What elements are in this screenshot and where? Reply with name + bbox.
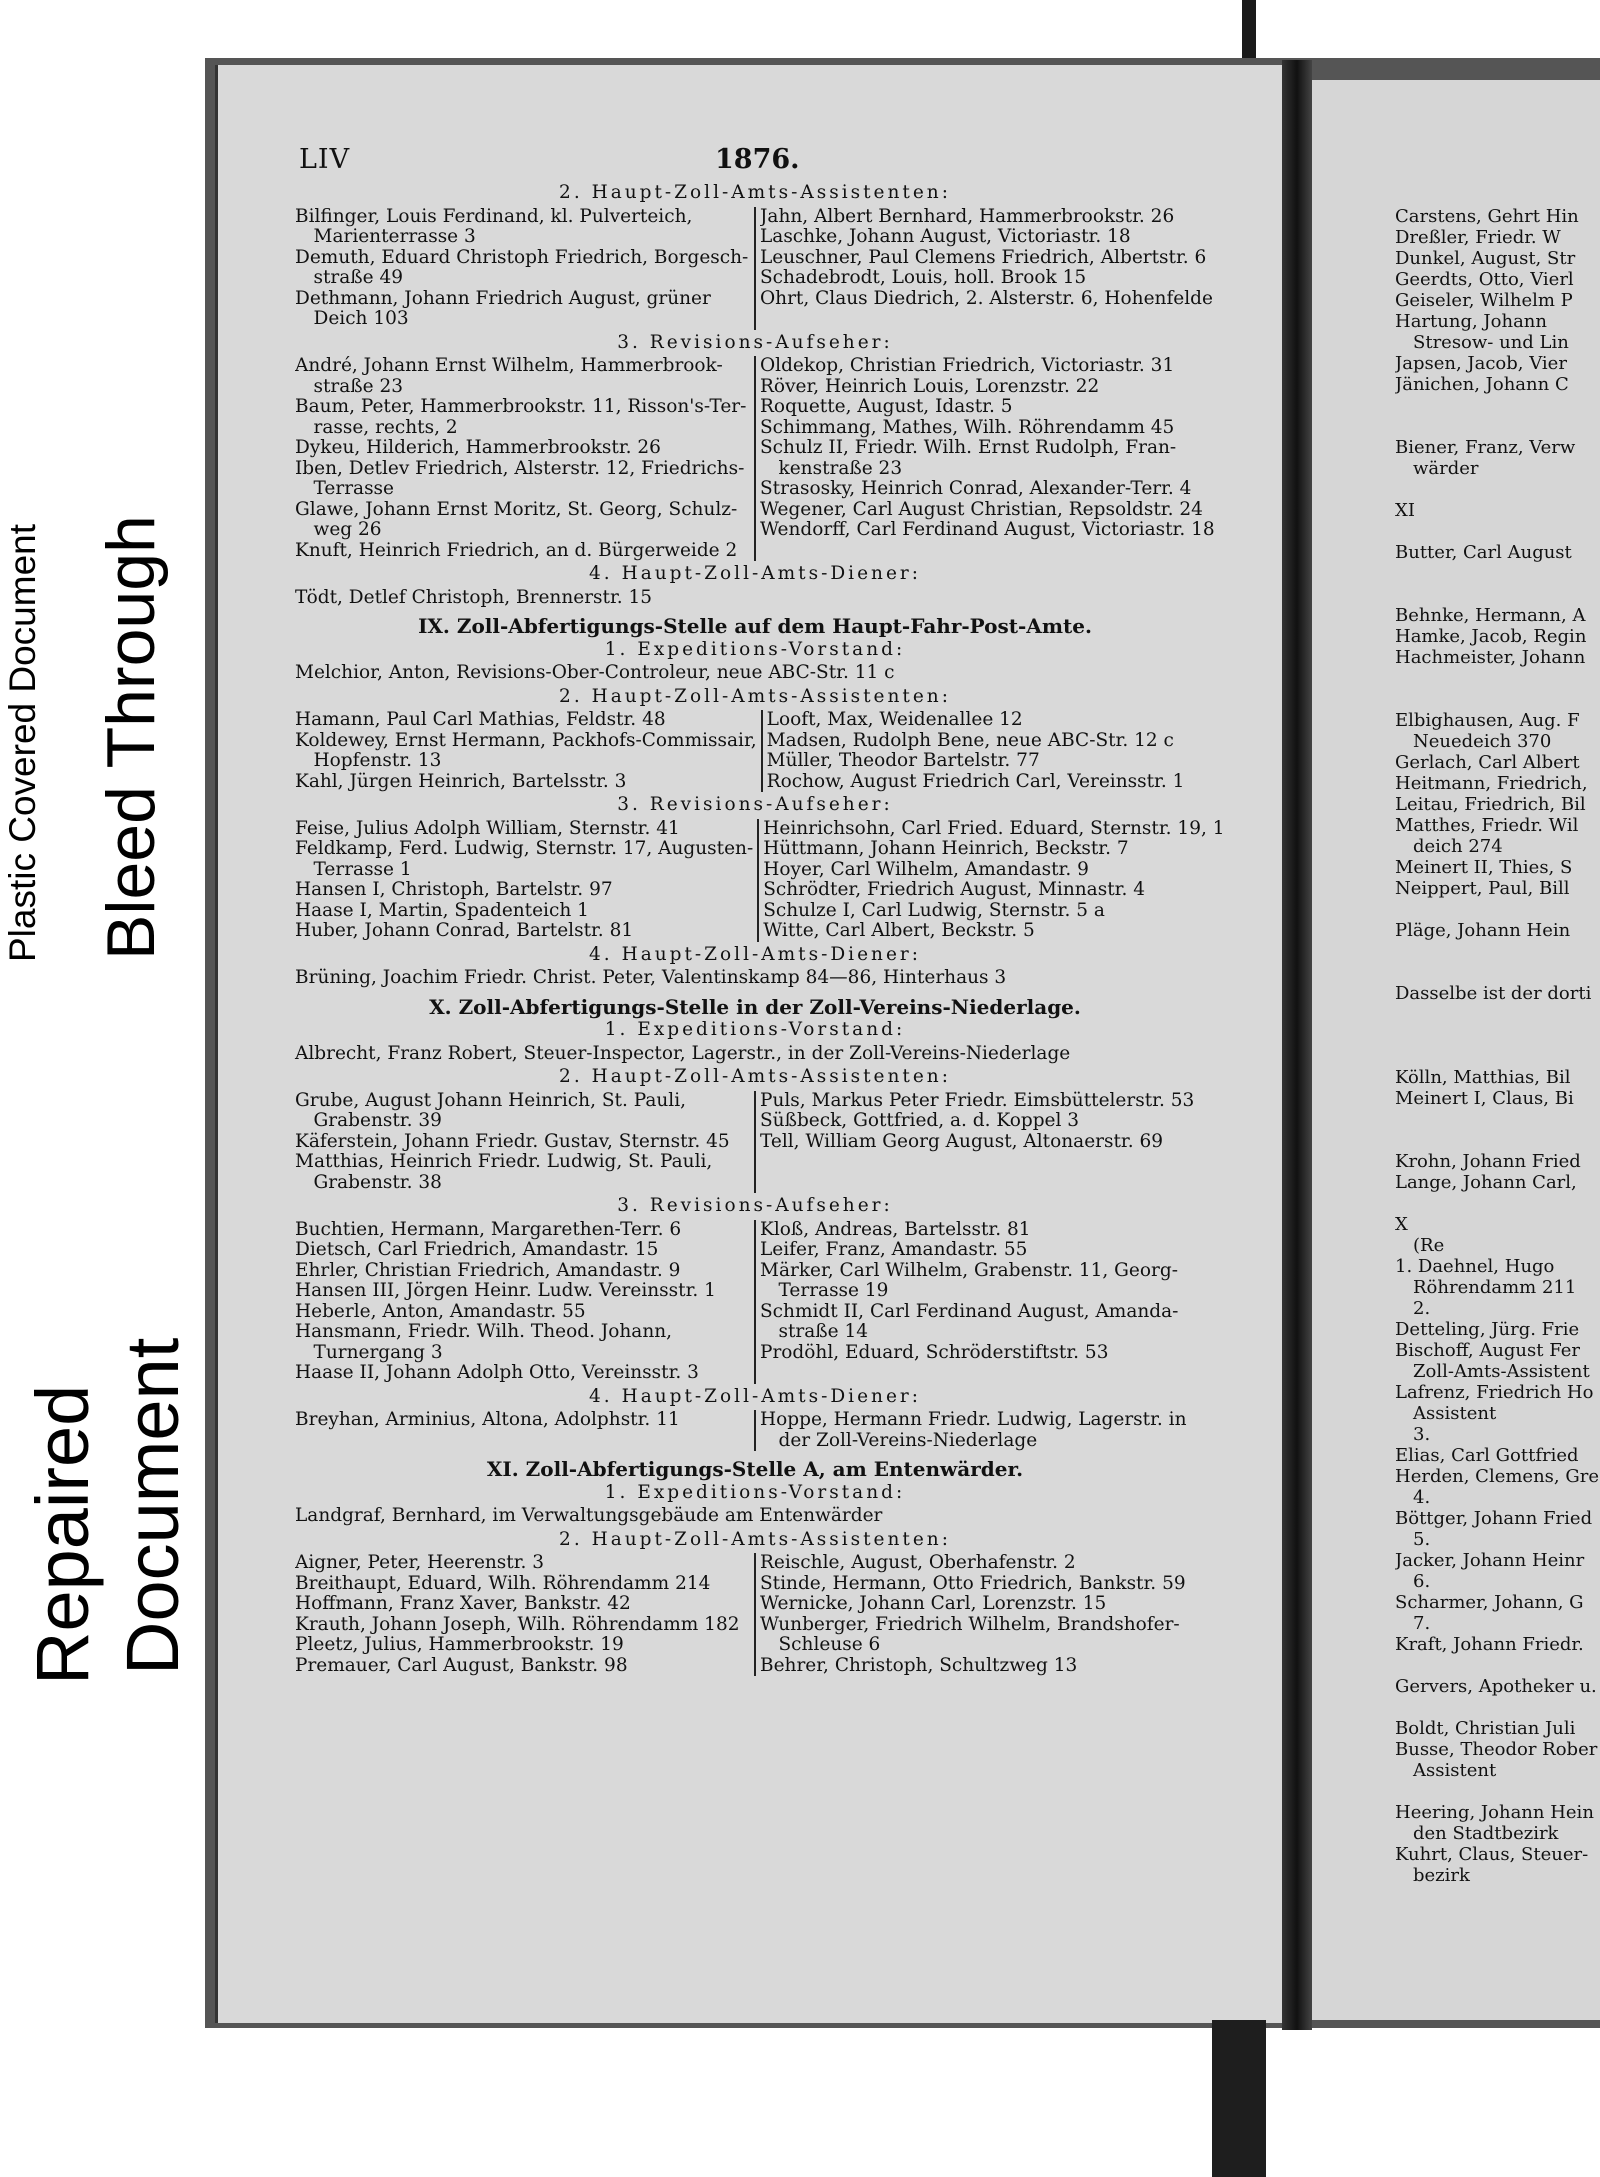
repaired-label: Repaired [21, 1384, 104, 1685]
right-page-line: Bischoff, August Fer [1395, 1340, 1580, 1361]
entry-line: Puls, Markus Peter Friedr. Eimsbüttelerstr. 53 [760, 1090, 1195, 1111]
entry-line: Hansen III, Jörgen Heinr. Ludw. Vereinsstr. 1 [295, 1281, 716, 1301]
entry-line: Huber, Johann Conrad, Bartelstr. 81 [295, 921, 634, 941]
right-page-line [1395, 563, 1600, 584]
right-page-line: Röhrendamm 211 [1395, 1277, 1577, 1298]
left-column [295, 356, 756, 561]
entry-line: Hoppe, Hermann Friedr. Ludwig, Lagerstr. in [760, 1410, 1187, 1430]
entry-line: Roquette, August, Idastr. 5 [760, 397, 1013, 417]
right-page-line: Pläge, Johann Hein [1395, 920, 1571, 941]
right-page-line: Neuedeich 370 [1395, 731, 1552, 752]
right-page-line: Kuhrt, Claus, Steuer- [1395, 1844, 1589, 1865]
right-page-line [1395, 941, 1600, 962]
entry-line: Behrer, Christoph, Schultzweg 13 [760, 1655, 1078, 1676]
entry-line: Ohrt, Claus Diedrich, 2. Alsterstr. 6, Hohenfelde [760, 288, 1213, 309]
right-page-line: wärder [1395, 458, 1479, 479]
right-page-line: X [1395, 1214, 1408, 1235]
entry-line: Haase I, Martin, Spadenteich 1 [295, 900, 589, 921]
right-page-line: Elbighausen, Aug. F [1395, 710, 1580, 731]
right-page-line: Gerlach, Carl Albert [1395, 752, 1580, 773]
right-page-line [1395, 416, 1600, 437]
two-column-list [295, 1553, 1215, 1676]
right-page-line [1395, 1025, 1600, 1046]
right-page-line [1395, 1109, 1600, 1130]
left-column [295, 1553, 756, 1676]
right-page-line: 7. [1395, 1613, 1431, 1634]
entry-line: Terrasse 19 [760, 1281, 889, 1301]
right-page-line [1395, 668, 1600, 689]
right-page-line [1395, 1697, 1600, 1718]
right-page-line [1395, 584, 1600, 605]
subsection-heading: 1. Expeditions-Vorstand: [604, 1481, 906, 1503]
two-column-list [295, 1220, 1215, 1384]
right-page-line: Geiseler, Wilhelm P [1395, 290, 1573, 311]
right-page-line: Gervers, Apotheker u. [1395, 1676, 1597, 1697]
entry-line: Märker, Carl Wilhelm, Grabenstr. 11, Georg- [760, 1260, 1178, 1281]
entry-line: Hamann, Paul Carl Mathias, Feldstr. 48 [295, 710, 666, 730]
entry-line: Breyhan, Arminius, Altona, Adolphstr. 11 [295, 1410, 680, 1430]
entry-line: Wendorff, Carl Ferdinand August, Victoriastr. 18 [760, 520, 1215, 540]
right-page-line: deich 274 [1395, 836, 1503, 857]
left-column [295, 710, 763, 792]
directory-content [295, 182, 1225, 1676]
subsection-heading: 1. Expeditions-Vorstand: [604, 638, 906, 660]
right-page-line [1395, 1655, 1600, 1676]
subsection-heading: 3. Revisions-Aufseher: [617, 794, 893, 815]
right-page-line [1395, 1004, 1600, 1025]
right-page-line: Dreßler, Friedr. W [1395, 227, 1561, 248]
right-page-line: Krohn, Johann Fried [1395, 1151, 1581, 1172]
entry-line: Laschke, Johann August, Victoriastr. 18 [760, 227, 1131, 247]
entry-line: straße 49 [295, 268, 404, 288]
entry-line: Grabenstr. 39 [295, 1111, 442, 1131]
right-page-line: 6. [1395, 1571, 1431, 1592]
entry-line: Strasosky, Heinrich Conrad, Alexander-Terr. 4 [760, 479, 1192, 499]
right-page-line: Heitmann, Friedrich, [1395, 773, 1588, 794]
right-page-line: Hamke, Jacob, Regin [1395, 626, 1587, 647]
right-page-line: Scharmer, Johann, G [1395, 1592, 1584, 1613]
right-page-line: Lange, Johann Carl, [1395, 1172, 1577, 1193]
right-page-line: Dasselbe ist der dorti [1395, 983, 1592, 1004]
entry-line: Koldewey, Ernst Hermann, Packhofs-Commissair, [295, 730, 757, 751]
entry-line: Deich 103 [295, 309, 409, 329]
right-page-line: Assistent [1395, 1403, 1497, 1424]
two-column-list [295, 207, 1215, 330]
right-page-line: Hachmeister, Johann [1395, 647, 1586, 668]
entry-line: Knuft, Heinrich Friedrich, an d. Bürgerweide 2 [295, 540, 738, 561]
entry-line: Müller, Theodor Bartelstr. 77 [766, 751, 1040, 771]
right-page-line: Busse, Theodor Rober [1395, 1739, 1598, 1760]
right-page-line [1395, 395, 1600, 416]
entry-line: Schleuse 6 [760, 1635, 881, 1655]
right-page-line [1395, 479, 1600, 500]
entry-line: Iben, Detlev Friedrich, Alsterstr. 12, Friedrichs- [295, 458, 745, 479]
right-page-line [1395, 1781, 1600, 1802]
entry-line: Röver, Heinrich Louis, Lorenzstr. 22 [760, 376, 1100, 397]
right-page-line [1395, 899, 1600, 920]
right-page-line: Zoll-Amts-Assistent [1395, 1361, 1590, 1382]
right-page-line [1395, 689, 1600, 710]
entry-line: Kahl, Jürgen Heinrich, Bartelsstr. 3 [295, 771, 627, 792]
entry-line: Käferstein, Johann Friedr. Gustav, Sternstr. 45 [295, 1131, 730, 1152]
entry-line: Grabenstr. 38 [295, 1172, 442, 1193]
entry-line: Breithaupt, Eduard, Wilh. Röhrendamm 214 [295, 1573, 711, 1594]
right-page-line [1395, 1130, 1600, 1151]
subsection-heading: 2. Haupt-Zoll-Amts-Assistenten: [559, 685, 951, 707]
binding-bottom [1212, 2020, 1266, 2177]
right-page-line: 1. Daehnel, Hugo [1395, 1256, 1555, 1277]
entry-line: Leuschner, Paul Clemens Friedrich, Albertstr. 6 [760, 247, 1207, 268]
section-heading: IX. Zoll-Abfertigungs-Stelle auf dem Haupt-Fahr-Post-Amte. [418, 614, 1092, 638]
entry-line: Brüning, Joachim Friedr. Christ. Peter, Valentinskamp 84—86, Hinterhaus 3 [295, 967, 1007, 988]
subsection-heading: 2. Haupt-Zoll-Amts-Assistenten: [559, 182, 951, 203]
entry-line: Haase II, Johann Adolph Otto, Vereinsstr. 3 [295, 1363, 699, 1383]
subsection-heading: 3. Revisions-Aufseher: [617, 331, 893, 353]
page-header [295, 144, 1215, 180]
entry-line: Premauer, Carl August, Bankstr. 98 [295, 1655, 628, 1676]
entry-line: Rochow, August Friedrich Carl, Vereinsstr. 1 [766, 771, 1185, 792]
left-page-text [295, 144, 1225, 1676]
right-page-line: Lafrenz, Friedrich Ho [1395, 1382, 1594, 1403]
two-column-list [295, 1091, 1215, 1194]
entry-line: Schadebrodt, Louis, holl. Brook 15 [760, 268, 1087, 288]
right-page-line: Detteling, Jürg. Frie [1395, 1319, 1580, 1340]
entry-line: André, Johann Ernst Wilhelm, Hammerbrook- [295, 356, 723, 376]
right-page-line: Butter, Carl August [1395, 542, 1572, 563]
right-page-line: Meinert I, Claus, Bi [1395, 1088, 1574, 1109]
entry-line: straße 23 [295, 376, 404, 397]
entry-line: Hoyer, Carl Wilhelm, Amandastr. 9 [763, 859, 1089, 880]
two-column-list [295, 1410, 1215, 1451]
right-page-line: Jacker, Johann Heinr [1395, 1550, 1585, 1571]
right-column [763, 710, 1215, 792]
entry-line: Tödt, Detlef Christoph, Brennerstr. 15 [295, 586, 653, 608]
entry-line: Süßbeck, Gottfried, a. d. Koppel 3 [760, 1111, 1080, 1131]
entry-line: der Zoll-Vereins-Niederlage [760, 1430, 1038, 1451]
entry-line: Turnergang 3 [295, 1342, 443, 1363]
entry-line: Hoffmann, Franz Xaver, Bankstr. 42 [295, 1594, 631, 1614]
right-page-line: Heering, Johann Hein [1395, 1802, 1594, 1823]
two-column-list [295, 818, 1225, 942]
right-column [756, 356, 1215, 561]
right-page-line: XI [1395, 500, 1415, 521]
right-page-line [1395, 962, 1600, 983]
bleed-through-label: Bleed Through [93, 515, 169, 960]
entry-line: Schimmang, Mathes, Wilh. Röhrendamm 45 [760, 417, 1175, 438]
entry-line: Buchtien, Hermann, Margarethen-Terr. 6 [295, 1219, 682, 1240]
right-page-line: Carstens, Gehrt Hin [1395, 206, 1579, 227]
entry-line: Melchior, Anton, Revisions-Ober-Controleur, neue ABC-Str. 11 c [295, 662, 895, 683]
entry-line: Looft, Max, Weidenallee 12 [766, 710, 1023, 730]
right-page-line: Herden, Clemens, Gre [1395, 1466, 1599, 1487]
subsection-heading: 4. Haupt-Zoll-Amts-Diener: [589, 563, 921, 584]
entry-line: Albrecht, Franz Robert, Steuer-Inspector, Lagerstr., in der Zoll-Vereins-Niederlage [295, 1042, 1071, 1064]
right-page-line [1395, 1193, 1600, 1214]
right-page-line: Jänichen, Johann C [1395, 374, 1569, 395]
entry-line: Wegener, Carl August Christian, Repsoldstr. 24 [760, 499, 1203, 520]
entry-line: Dethmann, Johann Friedrich August, grüner [295, 288, 711, 309]
entry-line: Dykeu, Hilderich, Hammerbrookstr. 26 [295, 438, 661, 458]
entry-line: Terrasse [295, 479, 395, 499]
right-page-text [1395, 206, 1600, 1886]
right-page-line: Kraft, Johann Friedr. [1395, 1634, 1584, 1655]
entry-line: Hansen I, Christoph, Bartelstr. 97 [295, 880, 613, 900]
right-page-line: Biener, Franz, Verw [1395, 437, 1576, 458]
subsection-heading: 3. Revisions-Aufseher: [617, 1195, 893, 1216]
entry-line: Jahn, Albert Bernhard, Hammerbrookstr. 26 [760, 206, 1175, 227]
entry-line: Grube, August Johann Heinrich, St. Pauli, [295, 1090, 686, 1111]
entry-line: Matthias, Heinrich Friedr. Ludwig, St. Pauli, [295, 1152, 713, 1172]
entry-line: straße 14 [760, 1322, 869, 1342]
left-column [295, 819, 759, 942]
entry-line: Oldekop, Christian Friedrich, Victoriastr. 31 [760, 356, 1175, 376]
right-page-line: 5. [1395, 1529, 1431, 1550]
entry-line: Bilfinger, Louis Ferdinand, kl. Pulverteich, [295, 206, 693, 227]
right-page-line: Böttger, Johann Fried [1395, 1508, 1593, 1529]
right-page-line: 4. [1395, 1487, 1431, 1508]
entry-line: Hüttmann, Johann Heinrich, Beckstr. 7 [763, 839, 1129, 859]
entry-line: Hansmann, Friedr. Wilh. Theod. Johann, [295, 1322, 673, 1342]
entry-line: Pleetz, Julius, Hammerbrookstr. 19 [295, 1635, 624, 1655]
entry-line: Dietsch, Carl Friedrich, Amandastr. 15 [295, 1240, 659, 1260]
right-page-line: Matthes, Friedr. Wil [1395, 815, 1579, 836]
entry-line: Feise, Julius Adolph William, Sternstr. 41 [295, 818, 680, 839]
entry-line: rasse, rechts, 2 [295, 417, 458, 438]
entry-line: Schrödter, Friedrich August, Minnastr. 4 [763, 880, 1145, 900]
right-column [756, 207, 1215, 330]
right-page-line: 3. [1395, 1424, 1431, 1445]
right-page-line: Geerdts, Otto, Vierl [1395, 269, 1574, 290]
entry-line: Schulze I, Carl Ludwig, Sternstr. 5 a [763, 900, 1105, 921]
right-page-line: Meinert II, Thies, S [1395, 857, 1573, 878]
entry-line: Aigner, Peter, Heerenstr. 3 [295, 1553, 545, 1573]
right-page-line: 2. [1395, 1298, 1431, 1319]
entry-line: Witte, Carl Albert, Beckstr. 5 [763, 921, 1035, 941]
right-page-line: Boldt, Christian Juli [1395, 1718, 1576, 1739]
left-column [295, 1220, 756, 1384]
entry-line: Hopfenstr. 13 [295, 751, 442, 771]
right-page-line: Stresow- und Lin [1395, 332, 1569, 353]
left-column [295, 207, 756, 330]
repaired-document-label: Document [111, 1337, 194, 1675]
entry-line: weg 26 [295, 520, 382, 540]
entry-line: Prodöhl, Eduard, Schröderstiftstr. 53 [760, 1342, 1109, 1363]
entry-line: Krauth, Johann Joseph, Wilh. Röhrendamm 182 [295, 1614, 740, 1635]
entry-line: Schulz II, Friedr. Wilh. Ernst Rudolph, Fran- [760, 438, 1177, 458]
page-number: LIV [299, 144, 351, 175]
right-page-line [1395, 521, 1600, 542]
entry-line: Ehrler, Christian Friedrich, Amandastr. 9 [295, 1260, 681, 1281]
right-column [756, 1091, 1215, 1194]
right-column [759, 819, 1224, 942]
entry-line: Leifer, Franz, Amandastr. 55 [760, 1240, 1028, 1260]
left-column [295, 1410, 756, 1451]
plastic-covered-label: Plastic Covered Document [2, 523, 43, 962]
right-page-line: (Re [1395, 1235, 1445, 1256]
right-page-line: Leitau, Friedrich, Bil [1395, 794, 1586, 815]
section-heading: X. Zoll-Abfertigungs-Stelle in der Zoll-Vereins-Niederlage. [429, 994, 1081, 1019]
right-page-line: Neippert, Paul, Bill [1395, 878, 1570, 899]
entry-line: Heinrichsohn, Carl Fried. Eduard, Sternstr. 19, 1 [763, 818, 1225, 839]
subsection-heading: 4. Haupt-Zoll-Amts-Diener: [589, 943, 921, 965]
entry-line: Tell, William Georg August, Altonaerstr. 69 [760, 1131, 1164, 1152]
two-column-list [295, 356, 1215, 561]
entry-line: Glawe, Johann Ernst Moritz, St. Georg, Schulz- [295, 499, 738, 520]
right-page-line: bezirk [1395, 1865, 1470, 1886]
right-page-line: Dunkel, August, Str [1395, 248, 1576, 269]
subsection-heading: 1. Expeditions-Vorstand: [604, 1019, 906, 1040]
section-heading: XI. Zoll-Abfertigungs-Stelle A, am Entenwärder. [486, 1457, 1024, 1481]
subsection-heading: 4. Haupt-Zoll-Amts-Diener: [589, 1385, 921, 1407]
page-year: 1876. [715, 144, 800, 175]
subsection-heading: 2. Haupt-Zoll-Amts-Assistenten: [559, 1528, 951, 1550]
entry-line: Marienterrasse 3 [295, 227, 476, 247]
entry-line: Terrasse 1 [295, 859, 412, 880]
entry-line: Madsen, Rudolph Bene, neue ABC-Str. 12 c [766, 730, 1174, 751]
entry-line: Wernicke, Johann Carl, Lorenzstr. 15 [760, 1594, 1107, 1614]
entry-line: Stinde, Hermann, Otto Friedrich, Bankstr. 59 [760, 1573, 1186, 1594]
subsection-heading: 2. Haupt-Zoll-Amts-Assistenten: [559, 1066, 951, 1087]
right-column [756, 1410, 1215, 1451]
entry-line: Reischle, August, Oberhafenstr. 2 [760, 1553, 1076, 1573]
entry-line: Demuth, Eduard Christoph Friedrich, Borgesch- [295, 247, 749, 268]
entry-line: kenstraße 23 [760, 458, 903, 479]
right-page-line: Hartung, Johann [1395, 311, 1547, 332]
right-page-line: Assistent [1395, 1760, 1497, 1781]
entry-line: Baum, Peter, Hammerbrookstr. 11, Risson's-Ter- [295, 397, 747, 417]
right-page-line: den Stadtbezirk [1395, 1823, 1559, 1844]
right-page-line: Behnke, Hermann, A [1395, 605, 1586, 626]
entry-line: Wunberger, Friedrich Wilhelm, Brandshofer- [760, 1614, 1180, 1635]
entry-line: Feldkamp, Ferd. Ludwig, Sternstr. 17, Augusten- [295, 839, 754, 859]
right-column [756, 1553, 1215, 1676]
entry-line: Schmidt II, Carl Ferdinand August, Amanda- [760, 1301, 1179, 1322]
right-page-line: Kölln, Matthias, Bil [1395, 1067, 1571, 1088]
right-page-line: Elias, Carl Gottfried [1395, 1445, 1579, 1466]
right-page-line [1395, 1046, 1600, 1067]
right-column [756, 1220, 1215, 1384]
two-column-list [295, 710, 1215, 792]
left-column [295, 1091, 756, 1194]
entry-line: Landgraf, Bernhard, im Verwaltungsgebäude am Entenwärder [295, 1505, 883, 1526]
right-page-line: Japsen, Jacob, Vier [1395, 353, 1567, 374]
entry-line: Heberle, Anton, Amandastr. 55 [295, 1301, 586, 1322]
book-gutter [1282, 60, 1312, 2030]
entry-line: Kloß, Andreas, Bartelsstr. 81 [760, 1219, 1031, 1240]
